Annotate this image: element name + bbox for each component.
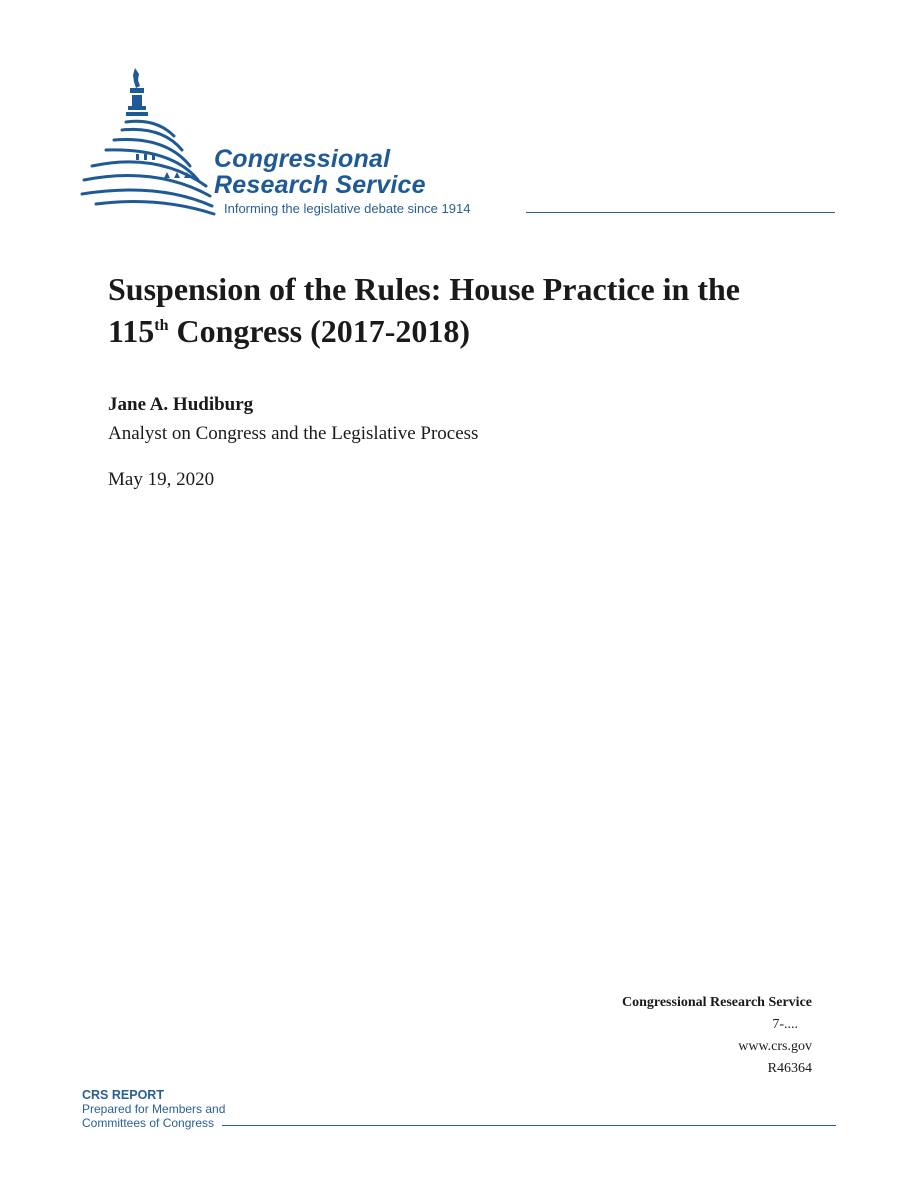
crs-org-name: Congressional Research Service [621, 995, 812, 1010]
title-superscript: th [154, 317, 169, 334]
capitol-dome-icon [78, 66, 218, 216]
report-number: R46364 [767, 1061, 812, 1076]
crs-logo [78, 66, 838, 226]
footer-label [82, 1088, 225, 1130]
footer-report-label: CRS REPORT [82, 1088, 164, 1102]
crs-code: 7-.... [772, 1017, 798, 1032]
crs-info-block [622, 992, 812, 1080]
logo-wordmark [214, 146, 426, 198]
footer-line2: Committees of Congress [82, 1116, 215, 1130]
logo-divider [526, 212, 835, 213]
crs-website: www.crs.gov [738, 1039, 812, 1054]
logo-line2: Research Service [214, 171, 426, 199]
title-number: 115 [108, 313, 155, 349]
logo-tagline: Informing the legislative debate since 1914 [224, 201, 471, 216]
title-part1: Suspension of the Rules: House Practice in the [108, 271, 740, 307]
author-name: Jane A. Hudiburg [108, 394, 254, 415]
footer-line1: Prepared for Members and [82, 1102, 226, 1116]
publication-date: May 19, 2020 [108, 469, 215, 490]
report-title [108, 268, 848, 352]
logo-line1: Congressional [214, 145, 391, 173]
footer-divider [222, 1125, 836, 1126]
author-role: Analyst on Congress and the Legislative Process [108, 423, 479, 444]
title-part2: Congress (2017-2018) [168, 313, 471, 349]
